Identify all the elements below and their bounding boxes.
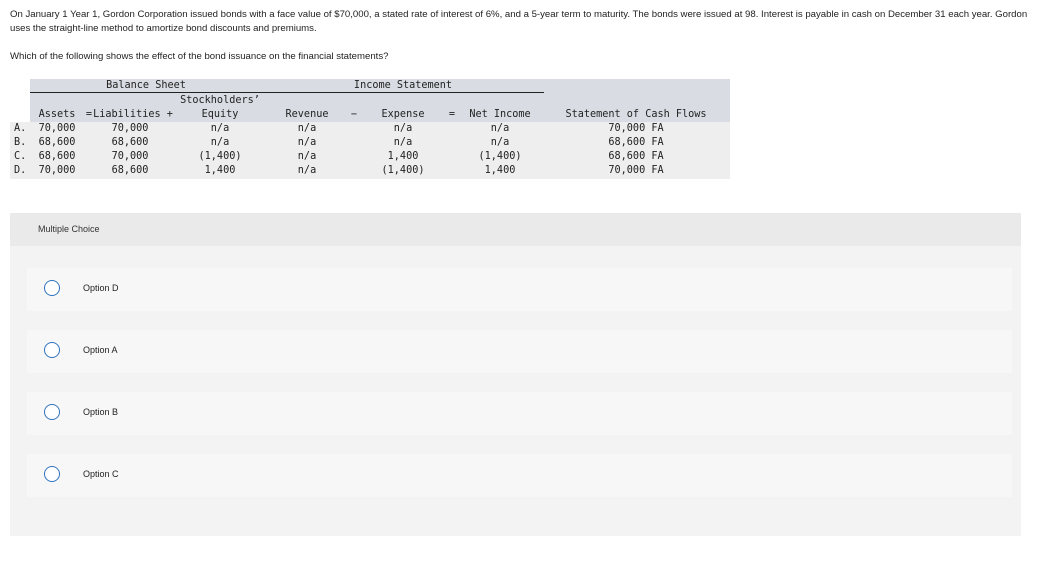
row-label: B. (14, 137, 27, 148)
cell-assets: 70,000 (38, 165, 76, 176)
multiple-choice-header (10, 213, 1021, 246)
cell-net-income: 1,400 (484, 165, 516, 176)
balance-sheet-header: Balance Sheet (106, 80, 186, 91)
cell-cash-flows: 68,600 FA (608, 137, 664, 148)
col-equals-2: = (448, 109, 456, 120)
option-b[interactable] (27, 392, 1012, 435)
option-label: Option A (83, 345, 118, 355)
cell-equity: n/a (210, 137, 230, 148)
option-d[interactable] (27, 268, 1012, 311)
radio-button-icon[interactable] (44, 280, 60, 296)
option-a[interactable] (27, 330, 1012, 373)
multiple-choice-panel (10, 213, 1021, 536)
cell-liabilities: 70,000 (111, 151, 149, 162)
question-text: On January 1 Year 1, Gordon Corporation issued bonds with a face value of $70,000, a stated rate of interest of 6%, and a 5-year term to maturity. The bonds were issued at 98. Interest is payable in cash on December 31 each year. Gordon uses the straight-line method to amortize bond discounts and premiums. (10, 9, 1028, 34)
cell-liabilities: 68,600 (111, 137, 149, 148)
col-equals-1: = (85, 109, 93, 120)
cell-net-income: (1,400) (478, 151, 522, 162)
cell-net-income: n/a (490, 137, 510, 148)
cell-equity: (1,400) (198, 151, 242, 162)
cell-assets: 70,000 (38, 123, 76, 134)
option-label: Option B (83, 407, 119, 417)
cell-cash-flows: 70,000 FA (608, 123, 664, 134)
cell-expense: n/a (393, 123, 413, 134)
balance-sheet-rule (30, 92, 262, 93)
col-minus: − (350, 109, 358, 120)
cell-liabilities: 68,600 (111, 165, 149, 176)
col-assets: Assets (38, 109, 76, 120)
question-prompt: Which of the following shows the effect of the bond issuance on the financial statements? (10, 51, 389, 62)
radio-button-icon[interactable] (44, 342, 60, 358)
financial-effects-table (10, 79, 730, 179)
cell-assets: 68,600 (38, 137, 76, 148)
cell-revenue: n/a (297, 137, 317, 148)
cell-net-income: n/a (490, 123, 510, 134)
radio-button-icon[interactable] (44, 404, 60, 420)
cell-revenue: n/a (297, 165, 317, 176)
cell-cash-flows: 70,000 FA (608, 165, 664, 176)
col-equity: Equity (201, 109, 239, 120)
cell-expense: 1,400 (387, 151, 419, 162)
row-label: A. (14, 123, 27, 134)
cell-revenue: n/a (297, 123, 317, 134)
multiple-choice-title: Multiple Choice (38, 224, 100, 234)
income-statement-rule (262, 92, 544, 93)
cell-equity: n/a (210, 123, 230, 134)
col-cash-flows: Statement of Cash Flows (565, 109, 707, 120)
row-label: D. (14, 165, 27, 176)
option-label: Option D (83, 283, 119, 293)
radio-button-icon[interactable] (44, 466, 60, 482)
col-expense: Expense (381, 109, 425, 120)
cell-liabilities: 70,000 (111, 123, 149, 134)
cell-equity: 1,400 (204, 165, 236, 176)
col-net-income: Net Income (469, 109, 531, 120)
stockholders-label: Stockholders’ (180, 95, 260, 106)
income-statement-header: Income Statement (353, 80, 453, 91)
option-c[interactable] (27, 454, 1012, 497)
option-label: Option C (83, 469, 119, 479)
cell-assets: 68,600 (38, 151, 76, 162)
cell-expense: n/a (393, 137, 413, 148)
col-liabilities: Liabilities + (93, 109, 173, 120)
cell-revenue: n/a (297, 151, 317, 162)
cell-expense: (1,400) (381, 165, 425, 176)
cell-cash-flows: 68,600 FA (608, 151, 664, 162)
col-revenue: Revenue (285, 109, 329, 120)
row-label: C. (14, 151, 27, 162)
